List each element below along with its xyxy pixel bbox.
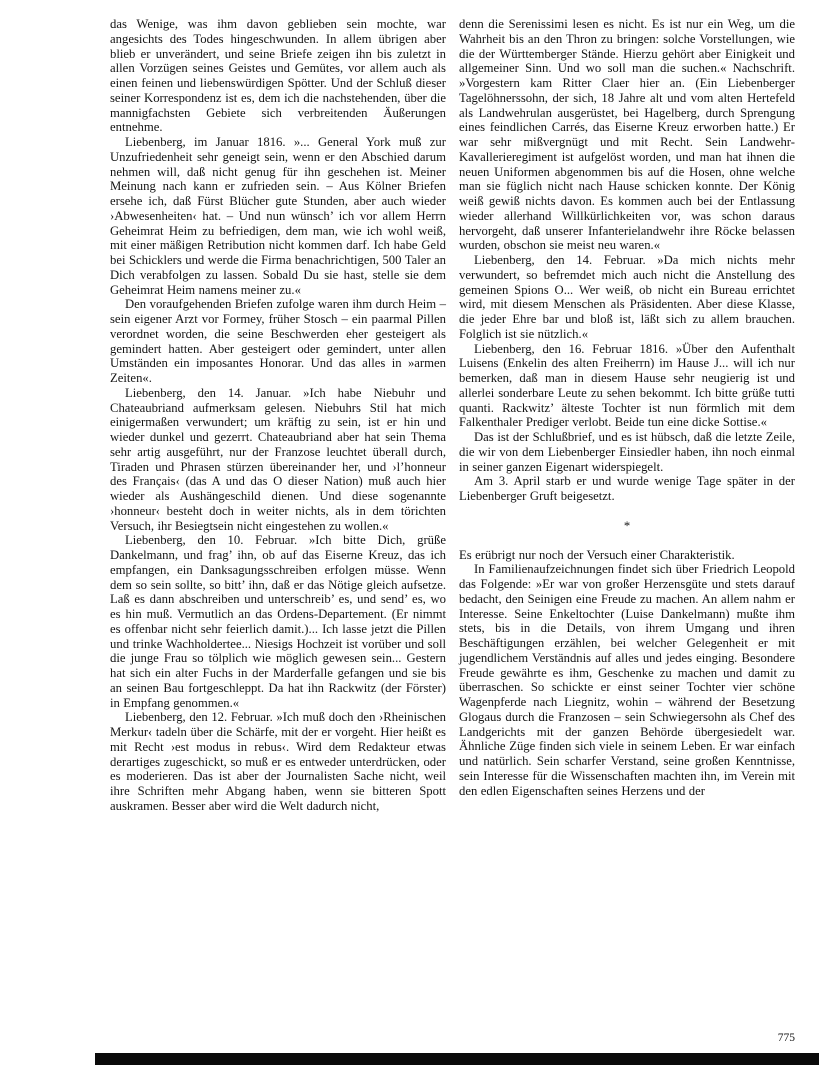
paragraph: Es erübrigt nur noch der Versuch einer Charakteristik. (459, 547, 735, 562)
letter-paragraph: Liebenberg, den 14. Januar. »Ich habe Niebuhr und Chateaubriand aufmerksam gelesen. Niebuhrs Stil hat mich einigermaßen verwundert; um kräftig zu sein, ist er hin und wieder dunkel und gezerrt. Chateaubriand aber hat sein Thema sehr artig ausgeführt, nur der Franzose leuchtet überall durch, Tiraden und Phrasen stürzen übereinander her, und ›l’honneur des Français‹ (das A und das O dieser Nation) muß auch hier wieder als Aushängeschild dienen. Und diese sogenannte ›honneur‹ besteht doch in weiter nichts, als in dem törichten Versuch, ihr Besiegtsein nicht eingestehen zu wollen.« (110, 385, 446, 533)
paragraph: Am 3. April starb er und wurde wenige Tage später in der Liebenberger Gruft beigesetzt. (459, 474, 795, 503)
right-column (459, 17, 795, 814)
page-number: 775 (777, 1032, 795, 1044)
letter-paragraph: Liebenberg, den 12. Februar. »Ich muß doch den ›Rheinischen Merkur‹ tadeln über die Schärfe, mit der er vorgeht. Hier heißt es mit Recht ›est modus in rebus‹. Wird dem Redakteur etwas derartiges zugeschickt, so muß er es entweder unterdrücken, oder es moderieren. Das ist aber der Journalisten Sache nicht, weil ihre Schriften mehr Abgang haben, wenn sie bitteren Spott auskramen. Besser aber wird die Welt dadurch nicht, (110, 710, 446, 813)
paragraph: In Familienaufzeichnungen findet sich über Friedrich Leopold das Folgende: »Er war von großer Herzensgüte und stets darauf bedacht, den Seinigen eine Freude zu machen. An allem nahm er Interesse. Seine Enkeltochter (Luise Dankelmann) mußte ihm stets, bis in die Details, von ihrem Umgang und ihren Beschäftigungen erzählen, bei welcher Gelegenheit er mit jugendlichem Verständnis auf alles und jedes einging. Besondere Freude gewährte es ihm, Geschenke zu machen und damit zu überraschen. So schickte er einst seiner Tochter vier schöne Wagenpferde nach Liegnitz, wohin – während der Besetzung Glogaus durch die Franzosen – sein Schwiegersohn als Chef des Landgerichts mit der ganzen Behörde übergesiedelt war. Ähnliche Züge finden sich viele in seinem Leben. Er war einfach und natürlich. Sein scharfer Verstand, seine großen Kenntnisse, sein Interesse für die Wissenschaften machten ihn, im Verein mit den edlen Eigenschaften seines Herzens und der (459, 562, 795, 798)
section-separator-asterisk: * (623, 518, 631, 533)
paragraph-continuation: denn die Serenissimi lesen es nicht. Es ist nur ein Weg, um die Wahrheit bis an den Thron zu bringen: solche Vorstellungen, wie die der Württemberger Stände. Hierzu gehört aber Einigkeit und allgemeiner Sinn. Und wo soll man die suchen.« Nachschrift. »Vorgestern kam Ritter Claer hier an. (Ein Liebenberger Tagelöhnerssohn, der sich, 18 Jahre alt und vom alten Hertefeld als Landwehrulan ausgerüstet, bei Hagelberg, durch Sprengung eines feindlichen Carrés, das Eiserne Kreuz erworben hatte.) Er war sehr mißvergnügt und mit Recht. Sein Landwehr-Kavallerieregiment ist aufgelöst worden, und man hat ihnen die neuen Uniformen abgenommen bis auf die Hosen, ohne welche man sie füglich nicht nach Hause schicken konnte. Der König weiß gewiß nichts davon. Es kommen auch bei der Entlassung wieder allerhand Willkürlichkeiten vor, was schon daraus hervorgeht, daß unserer Infanterielandwehr ihre Röcke belassen wurden, obschon sie meist neu waren.« (459, 17, 795, 253)
letter-paragraph: Liebenberg, den 14. Februar. »Da mich nichts mehr verwundert, so befremdet mich auch nicht die Anstellung des gemeinen Spions O... Wer weiß, ob nicht ein Bureau errichtet wird, mit diesem Menschen als Präsidenten. Aber diese Klasse, die jeder Ehre bar und bloß ist, läßt sich zu allem brauchen. Folglich ist sie nützlich.« (459, 253, 795, 341)
letter-paragraph: Liebenberg, den 10. Februar. »Ich bitte Dich, grüße Dankelmann, und frag’ ihn, ob auf das Eiserne Kreuz, das ich empfangen, ein Danksagungsschreiben erfolgen müsse. Wenn dem so sein sollte, so bitt’ ihn, daß er das Nötige gleich aufsetze. Laß es dann abschreiben und unterschreib’ es, und send’ es, wo es hin muß. Vermutlich an das Ordens-Departement. (Er nimmt es offenbar nicht sehr feierlich damit.)... Ich lasse jetzt die Pillen und trinke Wachholdertee... Niesigs Hochzeit ist vorüber und soll die junge Frau so tölplich wie möglich gewesen sein... Gestern hat sich ein alter Fuchs in der Marderfalle gefangen und sie bis an seinen Bau fortgeschleppt. Da hat ihn Rackwitz (der Förster) in Empfang genommen.« (110, 533, 446, 710)
text-area (110, 17, 796, 814)
left-column (110, 17, 446, 814)
letter-paragraph: Liebenberg, den 16. Februar 1816. »Über den Aufenthalt Luisens (Enkelin des alten Freiherrn) im Hause J... will ich nur bemerken, daß man in diesem Hause sehr neugierig ist und allerlei sonderbare Leute zu sehen bekommt. Ich bitte grüße tutti quanti. Rackwitz’ älteste Tochter ist nun förmlich mit dem Falkenthaler Prediger verlobt. Beide tun eine dicke Sottise.« (459, 341, 795, 430)
scan-edge-bar (95, 1053, 819, 1065)
letter-paragraph: Liebenberg, im Januar 1816. »... General York muß zur Unzufriedenheit sehr geneigt sein, wenn er den Abschied darum nehmen will, daß nicht genug für ihn geschehen ist. Meiner Meinung nach kann er zufrieden sein. – Aus Kölner Briefen ersehe ich, daß Fürst Blücher gute Stunden, aber auch wieder ›Abwesenheiten‹ hat. – Und nun wünsch’ ich vor allem Herrn Geheimrat Heim zu befriedigen, dem man, wie ich wohl weiß, mit einer mäßigen Retribution nicht kommen darf. Ich habe Geld bei Schicklers und werde die Firma benachrichtigen, 500 Taler an Dich verabfolgen zu lassen. Sobald Du sie hast, stelle sie dem Geheimrat Heim namens meiner zu.« (110, 135, 446, 297)
paragraph-continuation: das Wenige, was ihm davon geblieben sein mochte, war angesichts des Todes hingeschwunden. In allem übrigen aber blieb er unverändert, und seine Briefe zeigen ihn bis zuletzt in allen Vorzügen seines Geistes und Gemütes, vor allem auch als einen feinen und liebenswürdigen Spötter. Und der Schluß dieser seiner Korrespondenz ist es, dem ich die nachstehenden, über die mannigfachsten Gebiete sich verbreitenden Äußerungen entnehme. (110, 17, 446, 135)
paragraph: Das ist der Schlußbrief, und es ist hübsch, daß die letzte Zeile, die wir von dem Liebenberger Einsiedler haben, ihn noch einmal in seiner ganzen Eigenart widerspiegelt. (459, 430, 795, 474)
paragraph: Den voraufgehenden Briefen zufolge waren ihm durch Heim – sein eigener Arzt vor Formey, früher Stosch – ein paarmal Pillen verordnet worden, die seine Beschwerden eher gesteigert als gemindert hatten. Aber gesteigert oder gemindert, unter allen Umständen ein imposantes Honorar. Und das alles in »armen Zeiten«. (110, 297, 446, 385)
